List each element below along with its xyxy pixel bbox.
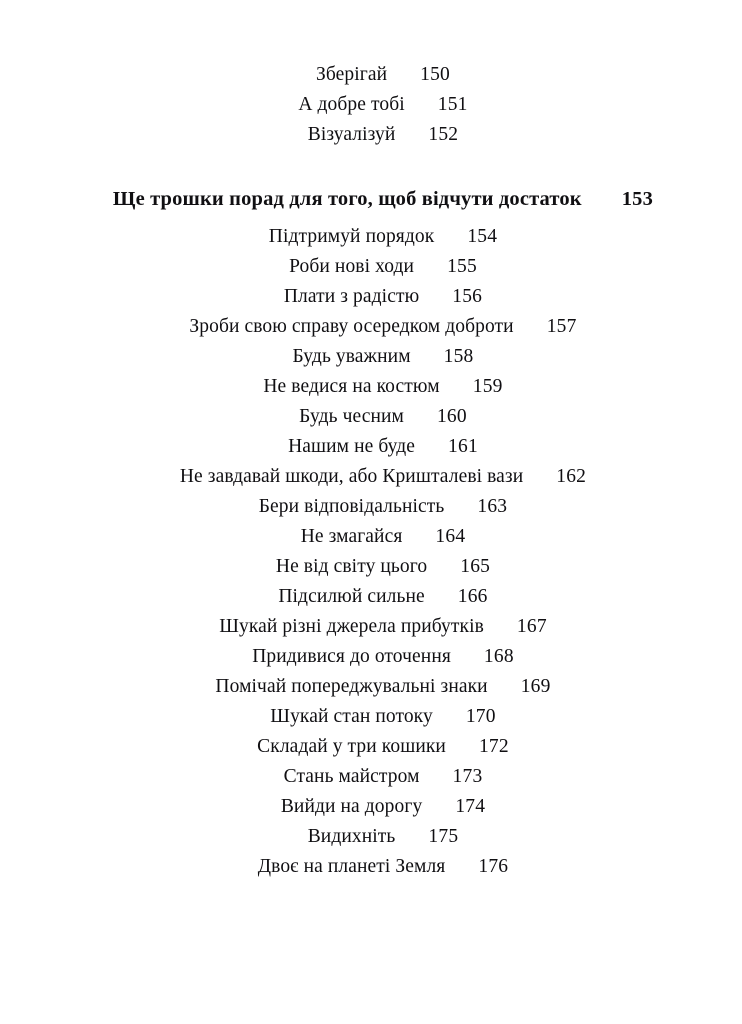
toc-entry-page-number: 152 <box>428 124 459 145</box>
toc-entry[interactable] <box>0 672 742 702</box>
toc-entry-title: Не завдавай шкоди, або Кришталеві вази <box>179 466 524 487</box>
toc-entry-page-number: 158 <box>443 346 474 367</box>
toc-entry[interactable] <box>0 402 742 432</box>
toc-entry-title: Помічай попереджувальні знаки <box>215 676 488 697</box>
toc-entry-title: Ще трошки порад для того, щоб відчути достаток <box>112 188 582 210</box>
toc-entry-title: Не від світу цього <box>275 556 428 577</box>
toc-entry[interactable] <box>0 642 742 672</box>
toc-entry[interactable] <box>0 732 742 762</box>
toc-entry-page-number: 151 <box>437 94 468 115</box>
toc-entry[interactable] <box>0 312 742 342</box>
toc-entry-title: Шукай різні джерела прибутків <box>219 616 484 637</box>
toc-entry-page-number: 150 <box>420 64 450 85</box>
table-of-contents-list <box>0 60 742 882</box>
toc-entry[interactable] <box>0 762 742 792</box>
toc-entry[interactable] <box>0 342 742 372</box>
toc-entry-title: Стань майстром <box>283 766 420 787</box>
toc-entry-title: Складай у три кошики <box>257 736 446 757</box>
toc-entry-page-number: 161 <box>448 436 478 457</box>
toc-entry-page-number: 169 <box>520 676 551 697</box>
toc-entry-page-number: 165 <box>460 556 491 577</box>
toc-entry[interactable] <box>0 822 742 852</box>
toc-entry-title: Зберігай <box>315 64 388 85</box>
toc-entry-title: Двоє на планеті Земля <box>257 856 446 877</box>
toc-entry-title: Зроби свою справу осередком доброти <box>189 316 514 337</box>
toc-entry-page-number: 156 <box>452 286 483 307</box>
toc-entry-page-number: 175 <box>428 826 459 847</box>
toc-entry-title: Видихніть <box>307 826 396 847</box>
toc-entry-page-number: 155 <box>447 256 477 277</box>
toc-entry[interactable] <box>0 222 742 252</box>
toc-entry-page-number: 176 <box>478 856 509 877</box>
toc-entry-page-number: 157 <box>546 316 577 337</box>
toc-entry-title: Будь чесним <box>299 406 404 427</box>
toc-entry-page-number: 162 <box>556 466 587 487</box>
toc-entry-page-number: 163 <box>477 496 508 517</box>
toc-entry-title: Бери відповідальність <box>258 496 445 517</box>
toc-entry[interactable] <box>0 372 742 402</box>
toc-entry-page-number: 164 <box>435 526 466 547</box>
toc-entry[interactable] <box>0 582 742 612</box>
toc-entry-title: Підтримуй порядок <box>268 226 435 247</box>
toc-entry-title: Нашим не буде <box>288 436 416 457</box>
toc-section-heading[interactable] <box>0 184 742 214</box>
toc-entry[interactable] <box>0 612 742 642</box>
toc-entry[interactable] <box>0 552 742 582</box>
toc-entry-page-number: 159 <box>472 376 503 397</box>
toc-entry-page-number: 168 <box>483 646 514 667</box>
toc-entry[interactable] <box>0 90 742 120</box>
toc-entry[interactable] <box>0 702 742 732</box>
toc-entry[interactable] <box>0 852 742 882</box>
toc-entry-page-number: 172 <box>478 736 509 757</box>
toc-entry-title: Не ведися на костюм <box>263 376 440 397</box>
toc-entry-page-number: 160 <box>436 406 467 427</box>
toc-entry-page-number: 170 <box>465 706 496 727</box>
toc-entry[interactable] <box>0 432 742 462</box>
toc-entry-page-number: 173 <box>452 766 483 787</box>
toc-entry-page-number: 154 <box>467 226 498 247</box>
toc-entry[interactable] <box>0 492 742 522</box>
toc-entry-page-number: 166 <box>457 586 488 607</box>
toc-entry-title: Не змагайся <box>300 526 403 547</box>
toc-entry-page-number: 153 <box>621 188 654 210</box>
toc-entry[interactable] <box>0 282 742 312</box>
toc-entry[interactable] <box>0 792 742 822</box>
toc-entry-title: А добре тобі <box>298 94 405 115</box>
toc-entry[interactable] <box>0 120 742 150</box>
toc-entry[interactable] <box>0 252 742 282</box>
toc-entry-page-number: 174 <box>455 796 486 817</box>
toc-entry-title: Візуалізуй <box>307 124 396 145</box>
toc-entry[interactable] <box>0 462 742 492</box>
toc-entry-title: Підсилюй сильне <box>278 586 425 607</box>
toc-entry-title: Роби нові ходи <box>289 256 415 277</box>
toc-entry-title: Вийди на дорогу <box>280 796 423 817</box>
toc-entry-page-number: 167 <box>516 616 547 637</box>
toc-entry[interactable] <box>0 522 742 552</box>
toc-entry-title: Придивися до оточення <box>252 646 451 667</box>
toc-entry-title: Будь уважним <box>292 346 411 367</box>
toc-entry-title: Плати з радістю <box>283 286 420 307</box>
toc-entry-title: Шукай стан потоку <box>270 706 433 727</box>
toc-entry[interactable] <box>0 60 742 90</box>
